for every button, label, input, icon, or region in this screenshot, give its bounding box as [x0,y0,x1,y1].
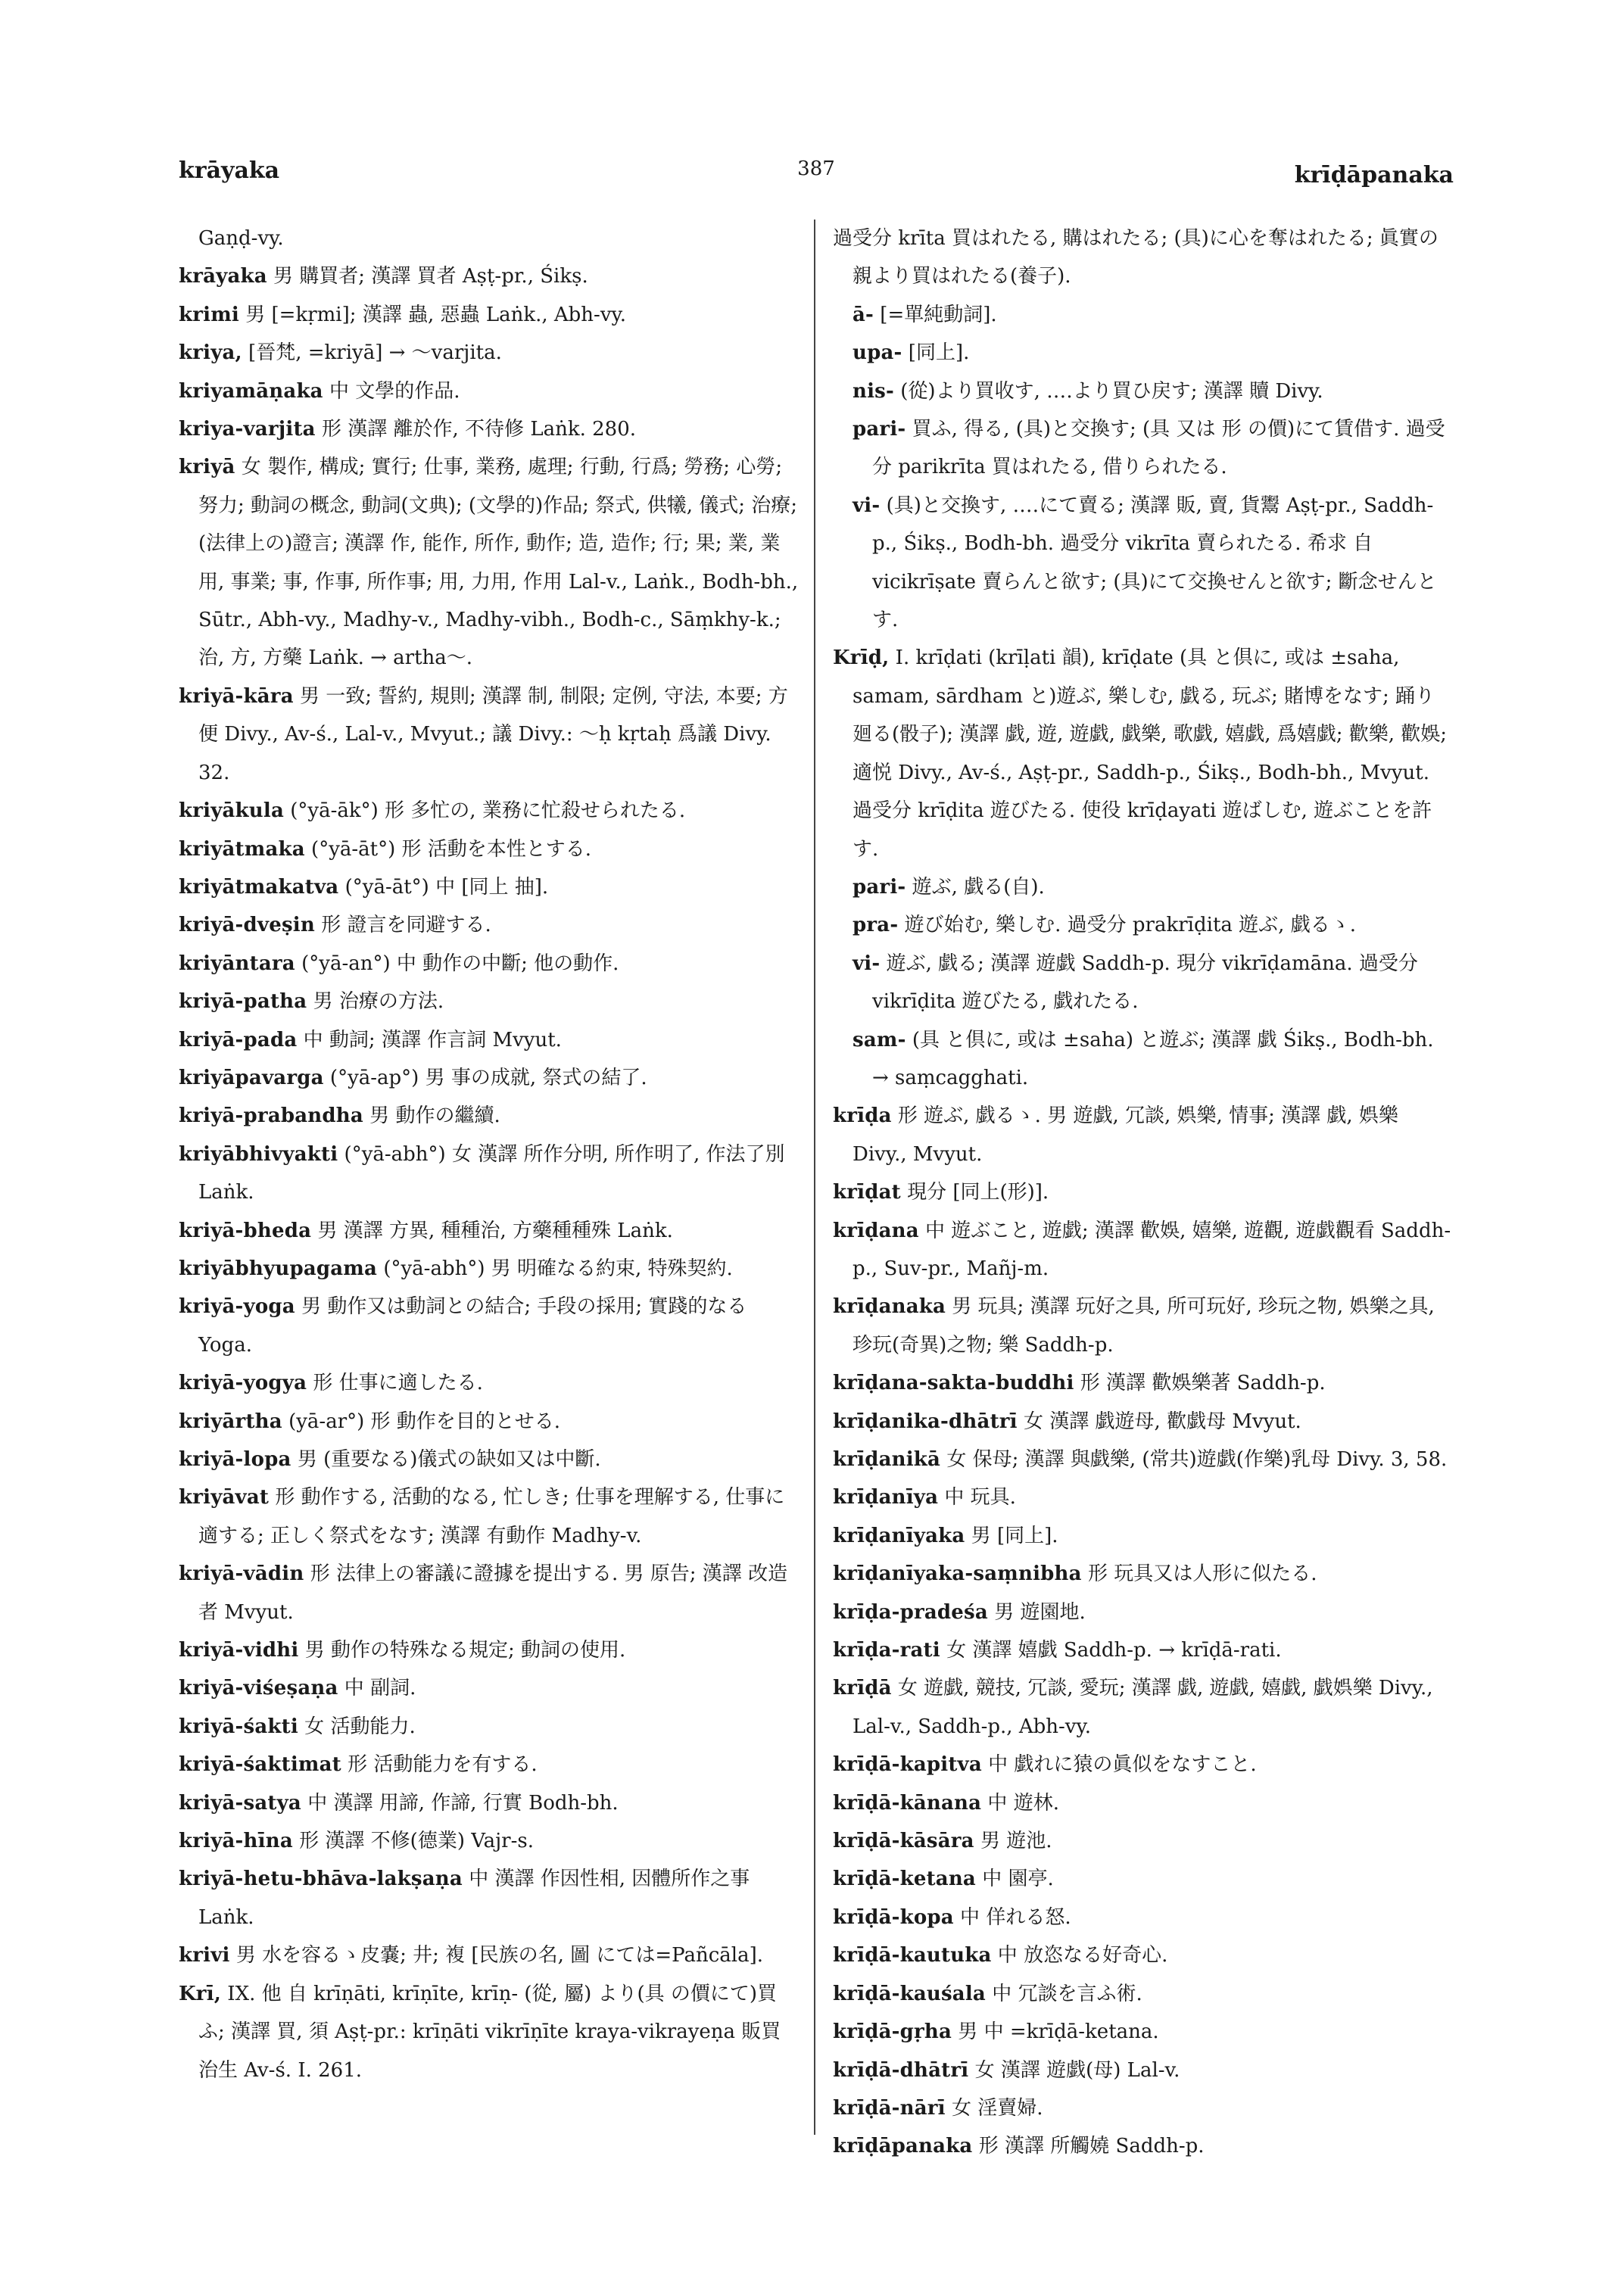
entry-headword: krīḍanīyaka [833,1524,965,1547]
dictionary-entry [833,1097,1454,1173]
entry-definition: 女 製作, 構成; 實行; 仕事, 業務, 處理; 行動, 行爲; 勞務; 心勞; 努力; 動詞の概念, 動詞(文典); (文學的)作品; 祭式, 供犧, 儀式; 治療; (法律上の)證言; 漢譯 作, 能作, 所作, 動作; 造, 造作; 行; 果; 業, 業用, 事業; 事, 作事, 所作事; 用, 力用, 作用 Lal-v., Laṅk., Bodh-bh., Sūtr., Abh-vy., Madhy-v., Madhy-vibh., Bodh-c., Sāṃkhy-k.; 治, 方, 方藥 Laṅk. → artha〜. [198,456,799,670]
dictionary-entry [179,1136,800,1212]
entry-definition: 形 漢譯 不修(德業) Vajr-s. [292,1830,534,1853]
entry-definition: 形 活動能力を有する. [341,1753,538,1777]
entry-headword: kriyā-lopa [179,1448,291,1471]
entry-definition: (°yā-āt°) 中 [同上 抽]. [338,875,549,899]
entry-headword: krīḍa [833,1104,892,1128]
dictionary-entry [833,1631,1454,1669]
entry-definition: 中 漢譯 作因性相, 因體所作之事 Laṅk. [198,1868,750,1929]
entry-definition: 形 漢譯 所觸嬈 Saddh-p. [972,2135,1205,2158]
entry-definition: (°yā-abh°) 男 明確なる約束, 特殊契約. [377,1257,733,1280]
dictionary-entry [833,1403,1454,1441]
entry-definition: 過受分 krīta 買はれたる, 購はれたる; (具)に心を奪はれたる; 眞實の親より買はれたる(養子). [833,227,1439,288]
entry-definition: 形 漢譯 離於作, 不待修 Laṅk. 280. [315,418,637,441]
entry-headword: kriyābhivyakti [179,1142,338,1166]
entry-headword: kriyā-dveṣin [179,914,315,937]
entry-headword: pra- [853,914,899,937]
dictionary-entry [179,296,800,334]
entry-definition: 男 購買者; 漢譯 買者 Aṣṭ-pr., Śikṣ. [267,265,588,288]
column-divider [814,220,815,2135]
dictionary-entry [833,945,1454,1021]
dictionary-entry [833,487,1454,640]
dictionary-entry [179,1059,800,1097]
dictionary-entry [179,257,800,295]
entry-definition: [=單純動詞]. [874,303,997,326]
dictionary-entry [833,2127,1454,2165]
dictionary-entry [179,1822,800,1860]
entry-headword: kriyā-yoga [179,1295,295,1319]
entry-headword: upa- [853,341,902,365]
entry-definition: 中 遊ぶこと, 遊戯; 漢譯 歡娛, 嬉樂, 遊觀, 遊戯觀看 Saddh-p., Suv-pr., Mañj-m. [853,1219,1451,1280]
entry-definition: 中 園亭. [975,1868,1054,1891]
dictionary-entry [833,334,1454,372]
dictionary-entry [179,1021,800,1059]
dictionary-entry [179,1860,800,1936]
entry-definition: 男 動作の繼續. [363,1104,500,1128]
entry-definition: (°yā-abh°) 女 漢譯 所作分明, 所作明了, 作法了別 Laṅk. [198,1142,785,1204]
dictionary-entry [833,1746,1454,1784]
dictionary-entry [179,220,800,257]
dictionary-entry [833,410,1454,487]
entry-definition: 形 動作する, 活動的なる, 忙しき; 仕事を理解する, 仕事に適する; 正しく祭式をなす; 漢譯 有動作 Madhy-v. [198,1486,785,1547]
dictionary-entry [833,372,1454,410]
dictionary-entry [833,1441,1454,1478]
dictionary-entry [179,868,800,906]
dictionary-entry [179,1212,800,1250]
dictionary-entry [833,639,1454,868]
dictionary-entry [179,1364,800,1402]
dictionary-entry [179,1250,800,1288]
entry-headword: kriyā-viśeṣaṇa [179,1677,338,1700]
entry-definition: 男 一致; 誓約, 規則; 漢譯 制, 制限; 定例, 守法, 本要; 方便 Divy., Av-ś., Lal-v., Mvyut.; 議 Divy.: 〜ḥ kṛtaḥ 爲議 Divy. 32. [198,684,788,784]
left-column [179,220,800,2089]
dictionary-entry [833,1669,1454,1746]
entry-headword: kriyamāṇaka [179,379,323,403]
dictionary-entry [833,1975,1454,2013]
entry-headword: krīḍa-rati [833,1639,940,1662]
entry-definition: 遊ぶ, 戯る; 漢譯 遊戯 Saddh-p. 現分 vikrīḍamāna. 過受分 vikrīḍita 遊びたる, 戯れたる. [872,952,1418,1014]
entry-headword: krīḍā-kāsāra [833,1830,974,1853]
entry-definition: 男 動作又は動詞との結合; 手段の採用; 實踐的なる Yoga. [198,1295,747,1357]
entry-definition: 女 漢譯 遊戯(母) Lal-v. [968,2058,1180,2082]
entry-definition: 女 漢譯 嬉戯 Saddh-p. → krīḍā-rati. [940,1639,1282,1662]
entry-definition: 男 中 =krīḍā-ketana. [952,2020,1159,2044]
dictionary-entry [179,1708,800,1746]
entry-headword: krāyaka [179,265,267,288]
entry-headword: kriyātmaka [179,837,305,861]
entry-definition: 男 (重要なる)儀式の缺如又は中斷. [291,1448,601,1471]
dictionary-entry [179,830,800,868]
dictionary-entry [833,1212,1454,1288]
entry-definition: 女 遊戯, 競技, 冗談, 愛玩; 漢譯 戯, 遊戯, 嬉戯, 戯娯樂 Divy., Lal-v., Saddh-p., Abh-vy. [853,1677,1433,1738]
dictionary-entry [179,1936,800,1974]
entry-definition: (°yā-ap°) 男 事の成就, 祭式の結了. [323,1066,647,1089]
dictionary-entry [833,1364,1454,1402]
entry-definition: 中 戯れに猿の眞似をなすこと. [981,1753,1257,1777]
entry-headword: kriyā-prabandha [179,1104,363,1128]
entry-headword: krīḍat [833,1181,901,1204]
dictionary-entry [833,220,1454,296]
entry-definition: 中 佯れる怒. [953,1905,1071,1929]
entry-definition: 遊ぶ, 戯る(自). [906,875,1045,899]
entry-definition: 男 漢譯 方異, 種種治, 方藥種種殊 Laṅk. [311,1219,673,1242]
entry-headword: Krīḍ, [833,646,890,670]
dictionary-entry [179,1288,800,1364]
entry-definition: 男 遊池. [974,1830,1052,1853]
entry-headword: krīḍanika-dhātrī [833,1410,1018,1433]
entry-headword: pari- [853,875,906,899]
dictionary-entry [833,868,1454,906]
entry-headword: krīḍana [833,1219,919,1242]
page-number: 387 [797,157,835,180]
entry-definition: 女 漢譯 戯遊母, 歡戯母 Mvyut. [1017,1410,1301,1433]
entry-headword: kriyākula [179,799,284,823]
left-running-head: krāyaka [179,157,280,184]
entry-definition: 形 證言を同避する. [314,914,491,937]
entry-headword: kriyāpavarga [179,1066,324,1089]
entry-headword: krīḍā [833,1677,892,1700]
entry-headword: krīḍanikā [833,1448,941,1471]
dictionary-entry [179,448,800,677]
entry-headword: kriyāvat [179,1486,270,1509]
entry-definition: 女 活動能力. [298,1715,416,1738]
entry-definition: 男 動作の特殊なる規定; 動詞の使用. [298,1639,626,1662]
entry-definition: (具)と交換す, ‥‥にて賣る; 漢譯 販, 賣, 貨鬻 Aṣṭ-pr., Saddh-p., Śikṣ., Bodh-bh. 過受分 vikrīta 賣られたる. 希求 自 vicikrīṣate 賣らんと欲す; (具)にて交換せんと欲す; 斷念せんとす. [872,494,1437,632]
entry-definition: 中 遊林. [981,1791,1059,1815]
entry-definition: 男 玩具; 漢譯 玩好之具, 所可玩好, 珍玩之物, 娯樂之具, 珍玩(奇異)之物; 樂 Saddh-p. [853,1295,1435,1357]
dictionary-entry [179,1478,800,1555]
dictionary-entry [833,2013,1454,2051]
entry-headword: krīḍanīyaka-saṃnibha [833,1562,1082,1586]
dictionary-entry [179,678,800,792]
entry-definition: 中 文學的作品. [323,379,460,403]
entry-headword: kriyā-bheda [179,1219,312,1242]
entry-headword: krīḍā-gṛha [833,2020,952,2044]
entry-headword: krīḍanīya [833,1486,939,1509]
entry-headword: krimi [179,303,239,326]
entry-definition: 中 漢譯 用諦, 作諦, 行實 Bodh-bh. [301,1791,619,1815]
entry-headword: krīḍā-ketana [833,1868,976,1891]
entry-definition: (°yā-āt°) 形 活動を本性とする. [304,837,592,861]
entry-definition: 女 保母; 漢譯 與戯樂, (常共)遊戯(作樂)乳母 Divy. 3, 58. [940,1448,1448,1471]
entry-definition: 買ふ, 得る, (具)と交換す; (具 又は 形 の價)にて賃借す. 過受分 parikrīta 買はれたる, 借りられたる. [872,418,1445,479]
entry-definition: IX. 他 自 krīṇāti, krīṇīte, krīṇ- (從, 屬) より(具 の價にて)買ふ; 漢譯 買, 須 Aṣṭ-pr.: krīṇāti vikrīṇīte kraya-vikrayeṇa 販買治生 Av-ś. I. 261. [198,1982,781,2082]
dictionary-entry [179,1975,800,2089]
dictionary-entry [833,1021,1454,1098]
entry-headword: Krī, [179,1982,222,2005]
dictionary-entry [179,1746,800,1784]
entry-definition: 中 放恣なる好奇心. [991,1944,1168,1967]
entry-headword: pari- [853,418,906,441]
entry-headword: kriyā-hīna [179,1830,293,1853]
dictionary-entry [833,1478,1454,1516]
dictionary-entry [833,1784,1454,1822]
dictionary-entry [833,1517,1454,1555]
entry-headword: krīḍāpanaka [833,2135,973,2158]
entry-headword: kriyā-śakti [179,1715,298,1738]
entry-headword: krīḍā-kopa [833,1905,954,1929]
dictionary-entry [833,906,1454,944]
entry-definition: 中 玩具. [938,1486,1016,1509]
entry-headword: krīḍā-nārī [833,2096,946,2120]
entry-definition: (yā-ar°) 形 動作を目的とせる. [282,1410,561,1433]
entry-headword: krīḍā-dhātrī [833,2058,969,2082]
dictionary-entry [179,334,800,372]
entry-headword: nis- [853,379,895,403]
entry-headword: kriyā-kāra [179,684,294,708]
entry-headword: kriyā-satya [179,1791,301,1815]
entry-headword: kriyā-patha [179,990,307,1014]
entry-headword: kriyā-pada [179,1028,298,1051]
entry-definition: Gaṇḍ-vy. [198,227,284,250]
entry-headword: krīḍā-kautuka [833,1944,992,1967]
entry-definition: 男 [=kṛmi]; 漢譯 蟲, 惡蟲 Laṅk., Abh-vy. [238,303,627,326]
dictionary-entry [179,792,800,830]
dictionary-entry [179,1097,800,1135]
dictionary-entry [179,372,800,410]
entry-headword: kriyā-śaktimat [179,1753,341,1777]
dictionary-entry [179,1403,800,1441]
entry-definition: (從)より買收す, ‥‥より買ひ戻す; 漢譯 贖 Divy. [894,379,1323,403]
entry-headword: vi- [853,952,881,975]
entry-headword: krivi [179,1944,230,1967]
dictionary-entry [833,1555,1454,1593]
dictionary-entry [833,2052,1454,2089]
entry-headword: kriyāntara [179,952,295,975]
dictionary-entry [833,1288,1454,1364]
entry-headword: kriyā-hetu-bhāva-lakṣaṇa [179,1868,463,1891]
entry-headword: sam- [853,1028,906,1051]
right-running-head: krīḍāpanaka [1294,162,1454,188]
page-header [179,157,1454,195]
entry-headword: kriyā-vādin [179,1562,304,1586]
entry-definition: I. krīḍati (krīḷati 韻), krīḍate (具 と倶に, 或は ±saha, samam, sārdham と)遊ぶ, 樂しむ, 戯る, 玩ぶ; 賭博をなす; 踊り廻る(骰子); 漢譯 戯, 遊, 遊戯, 戯樂, 歌戯, 嬉戯, 爲嬉戯; 歡樂, 歡娛; 適悦 Divy., Av-ś., Aṣṭ-pr., Saddh-p., Śikṣ., Bodh-bh., Mvyut. 過受分 krīḍita 遊びたる. 使役 krīḍayati 遊ばしむ, 遊ぶことを許す. [853,646,1448,861]
dictionary-entry [833,1860,1454,1898]
dictionary-entry [833,1936,1454,1974]
dictionary-entry [833,1173,1454,1211]
right-column [833,220,1454,2166]
entry-definition: 中 動詞; 漢譯 作言詞 Mvyut. [297,1028,562,1051]
dictionary-entry [179,983,800,1020]
dictionary-entry [179,1441,800,1478]
entry-definition: [同上]. [902,341,970,365]
entry-definition: 中 冗談を言ふ術. [985,1982,1142,2005]
entry-headword: krīḍā-kauśala [833,1982,986,2005]
dictionary-entry [179,410,800,448]
dictionary-entry [179,906,800,944]
dictionary-entry [179,1784,800,1822]
entry-definition: 現分 [同上(形)]. [900,1181,1049,1204]
dictionary-entry [833,1594,1454,1631]
entry-headword: krīḍana-sakta-buddhi [833,1372,1074,1395]
entry-definition: 形 遊ぶ, 戯るゝ. 男 遊戯, 冗談, 娯樂, 情事; 漢譯 戯, 娯樂 Divy., Mvyut. [853,1104,1398,1166]
entry-headword: kriya-varjita [179,418,316,441]
entry-headword: krīḍā-kānana [833,1791,982,1815]
dictionary-entry [833,1899,1454,1936]
entry-headword: kriyā-yogya [179,1372,307,1395]
dictionary-entry [179,945,800,983]
entry-headword: krīḍa-pradeśa [833,1600,988,1624]
entry-headword: ā- [853,303,874,326]
entry-definition: 形 法律上の審議に證據を提出する. 男 原告; 漢譯 改造者 Mvyut. [198,1562,788,1624]
entry-definition: 形 漢譯 歡娛樂著 Saddh-p. [1074,1372,1326,1395]
entry-headword: kriyā-vidhi [179,1639,299,1662]
entry-definition: 中 副詞. [338,1677,416,1700]
dictionary-entry [833,1822,1454,1860]
entry-definition: [晉梵, =kriyā] → 〜varjita. [242,341,502,365]
entry-headword: kriya, [179,341,242,365]
entry-headword: krīḍanaka [833,1295,946,1319]
entry-definition: 男 水を容るゝ皮嚢; 井; 複 [民族の名, 圖 にては=Pañcāla]. [229,1944,764,1967]
entry-definition: 男 治療の方法. [307,990,444,1014]
dictionary-entry [833,296,1454,334]
entry-definition: 女 淫賣婦. [945,2096,1043,2120]
entry-definition: (具 と倶に, 或は ±saha) と遊ぶ; 漢譯 戯 Śikṣ., Bodh-bh. → saṃcagghati. [872,1028,1434,1089]
dictionary-entry [833,2089,1454,2127]
entry-headword: kriyārtha [179,1410,282,1433]
dictionary-entry [179,1669,800,1707]
entry-definition: (°yā-an°) 中 動作の中斷; 他の動作. [295,952,619,975]
entry-definition: 男 遊園地. [987,1600,1086,1624]
entry-definition: 遊び始む, 樂しむ. 過受分 prakrīḍita 遊ぶ, 戯るゝ. [898,914,1356,937]
entry-definition: 男 [同上]. [965,1524,1058,1547]
entry-definition: (°yā-āk°) 形 多忙の, 業務に忙殺せられたる. [284,799,686,823]
entry-headword: vi- [853,494,881,517]
entry-definition: 形 玩具又は人形に似たる. [1081,1562,1317,1586]
entry-definition: 形 仕事に適したる. [307,1372,483,1395]
dictionary-entry [179,1631,800,1669]
entry-headword: kriyābhyupagama [179,1257,378,1280]
dictionary-entry [179,1555,800,1631]
entry-headword: kriyātmakatva [179,875,339,899]
entry-headword: kriyā [179,456,235,479]
entry-headword: krīḍā-kapitva [833,1753,982,1777]
